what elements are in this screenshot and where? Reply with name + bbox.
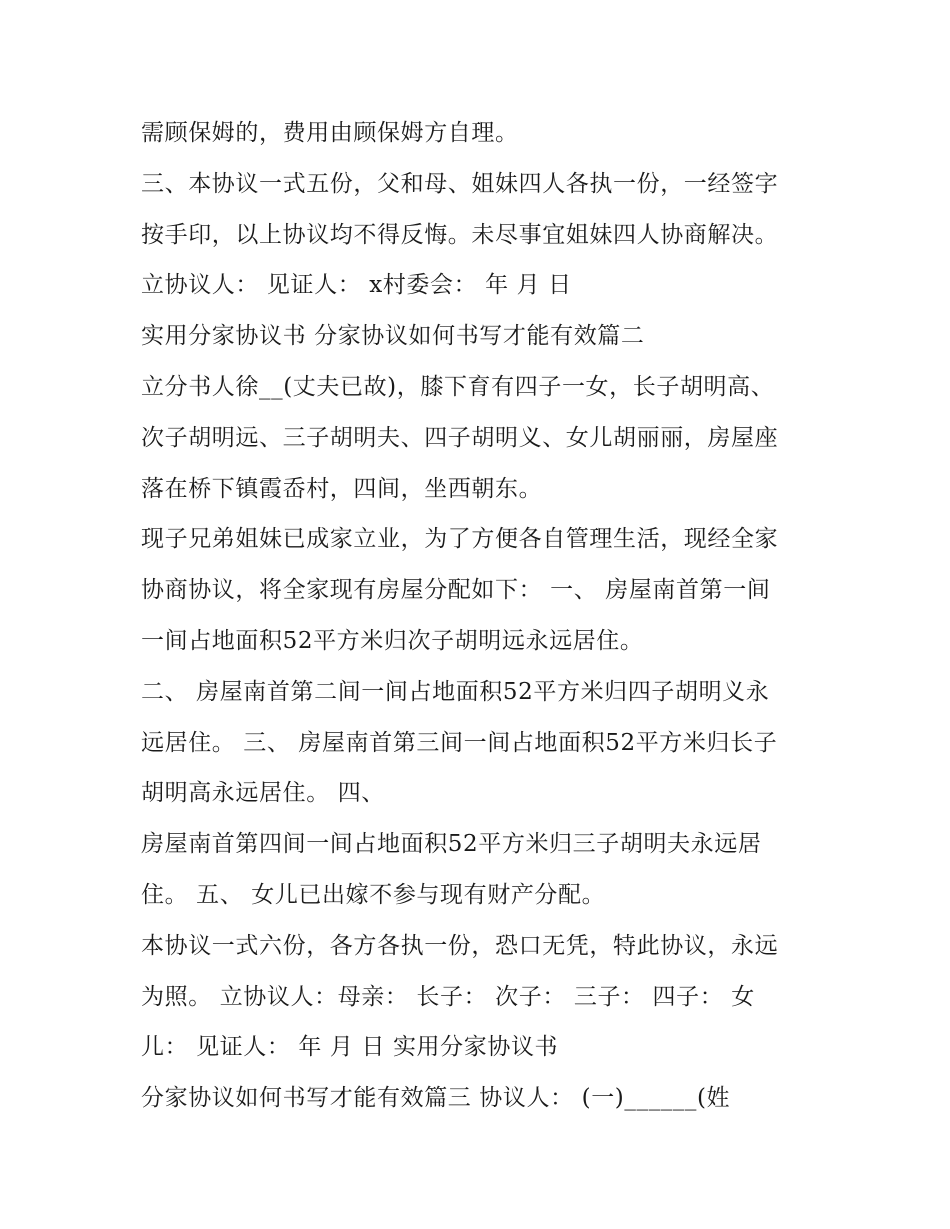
text-line: 一间占地面积52平方米归次子胡明远永远居住。 (141, 627, 644, 654)
text-line: 现子兄弟姐妹已成家立业，为了方便各自管理生活，现经全家 (141, 526, 779, 553)
text-line: 按手印，以上协议均不得反悔。未尽事宜姐妹四人协商解决。 (141, 221, 779, 248)
text-line: 三、本协议一式五份，父和母、姐妹四人各执一份，一经签字 (141, 170, 779, 197)
text-line: 胡明高永远居住。 四、 (141, 780, 385, 807)
text-line: 次子胡明远、三子胡明夫、四子胡明义、女儿胡丽丽，房屋座 (141, 424, 779, 451)
text-line: 落在桥下镇霞岙村，四间，坐西朝东。 (141, 475, 543, 502)
text-line: 本协议一式六份，各方各执一份，恐口无凭，特此协议，永远 (141, 932, 779, 959)
text-line: 为照。 立协议人：母亲： 长子： 次子： 三子： 四子： 女 (141, 983, 755, 1010)
text-line: 远居住。 三、 房屋南首第三间一间占地面积52平方米归长子 (141, 729, 778, 756)
text-line: 二、 房屋南首第二间一间占地面积52平方米归四子胡明义永 (141, 678, 770, 705)
section-heading: 实用分家协议书 分家协议如何书写才能有效篇二 (141, 323, 645, 350)
text-line: 需顾保姆的，费用由顾保姆方自理。 (141, 120, 519, 146)
text-line: 住。 五、 女儿已出嫁不参与现有财产分配。 (141, 881, 606, 908)
text-line: 儿： 见证人： 年 月 日 实用分家协议书 (141, 1034, 559, 1061)
text-line: 立分书人徐__(丈夫已故)，膝下育有四子一女，长子胡明高、 (141, 373, 775, 400)
text-line: 分家协议如何书写才能有效篇三 协议人： (一)______(姓 (141, 1085, 731, 1112)
document-body (141, 108, 831, 1124)
text-line: 房屋南首第四间一间占地面积52平方米归三子胡明夫永远居 (141, 831, 762, 858)
text-line: 协商协议，将全家现有房屋分配如下： 一、 房屋南首第一间 (141, 577, 771, 604)
text-line: 立协议人： 见证人： x村委会： 年 月 日 (141, 272, 572, 299)
